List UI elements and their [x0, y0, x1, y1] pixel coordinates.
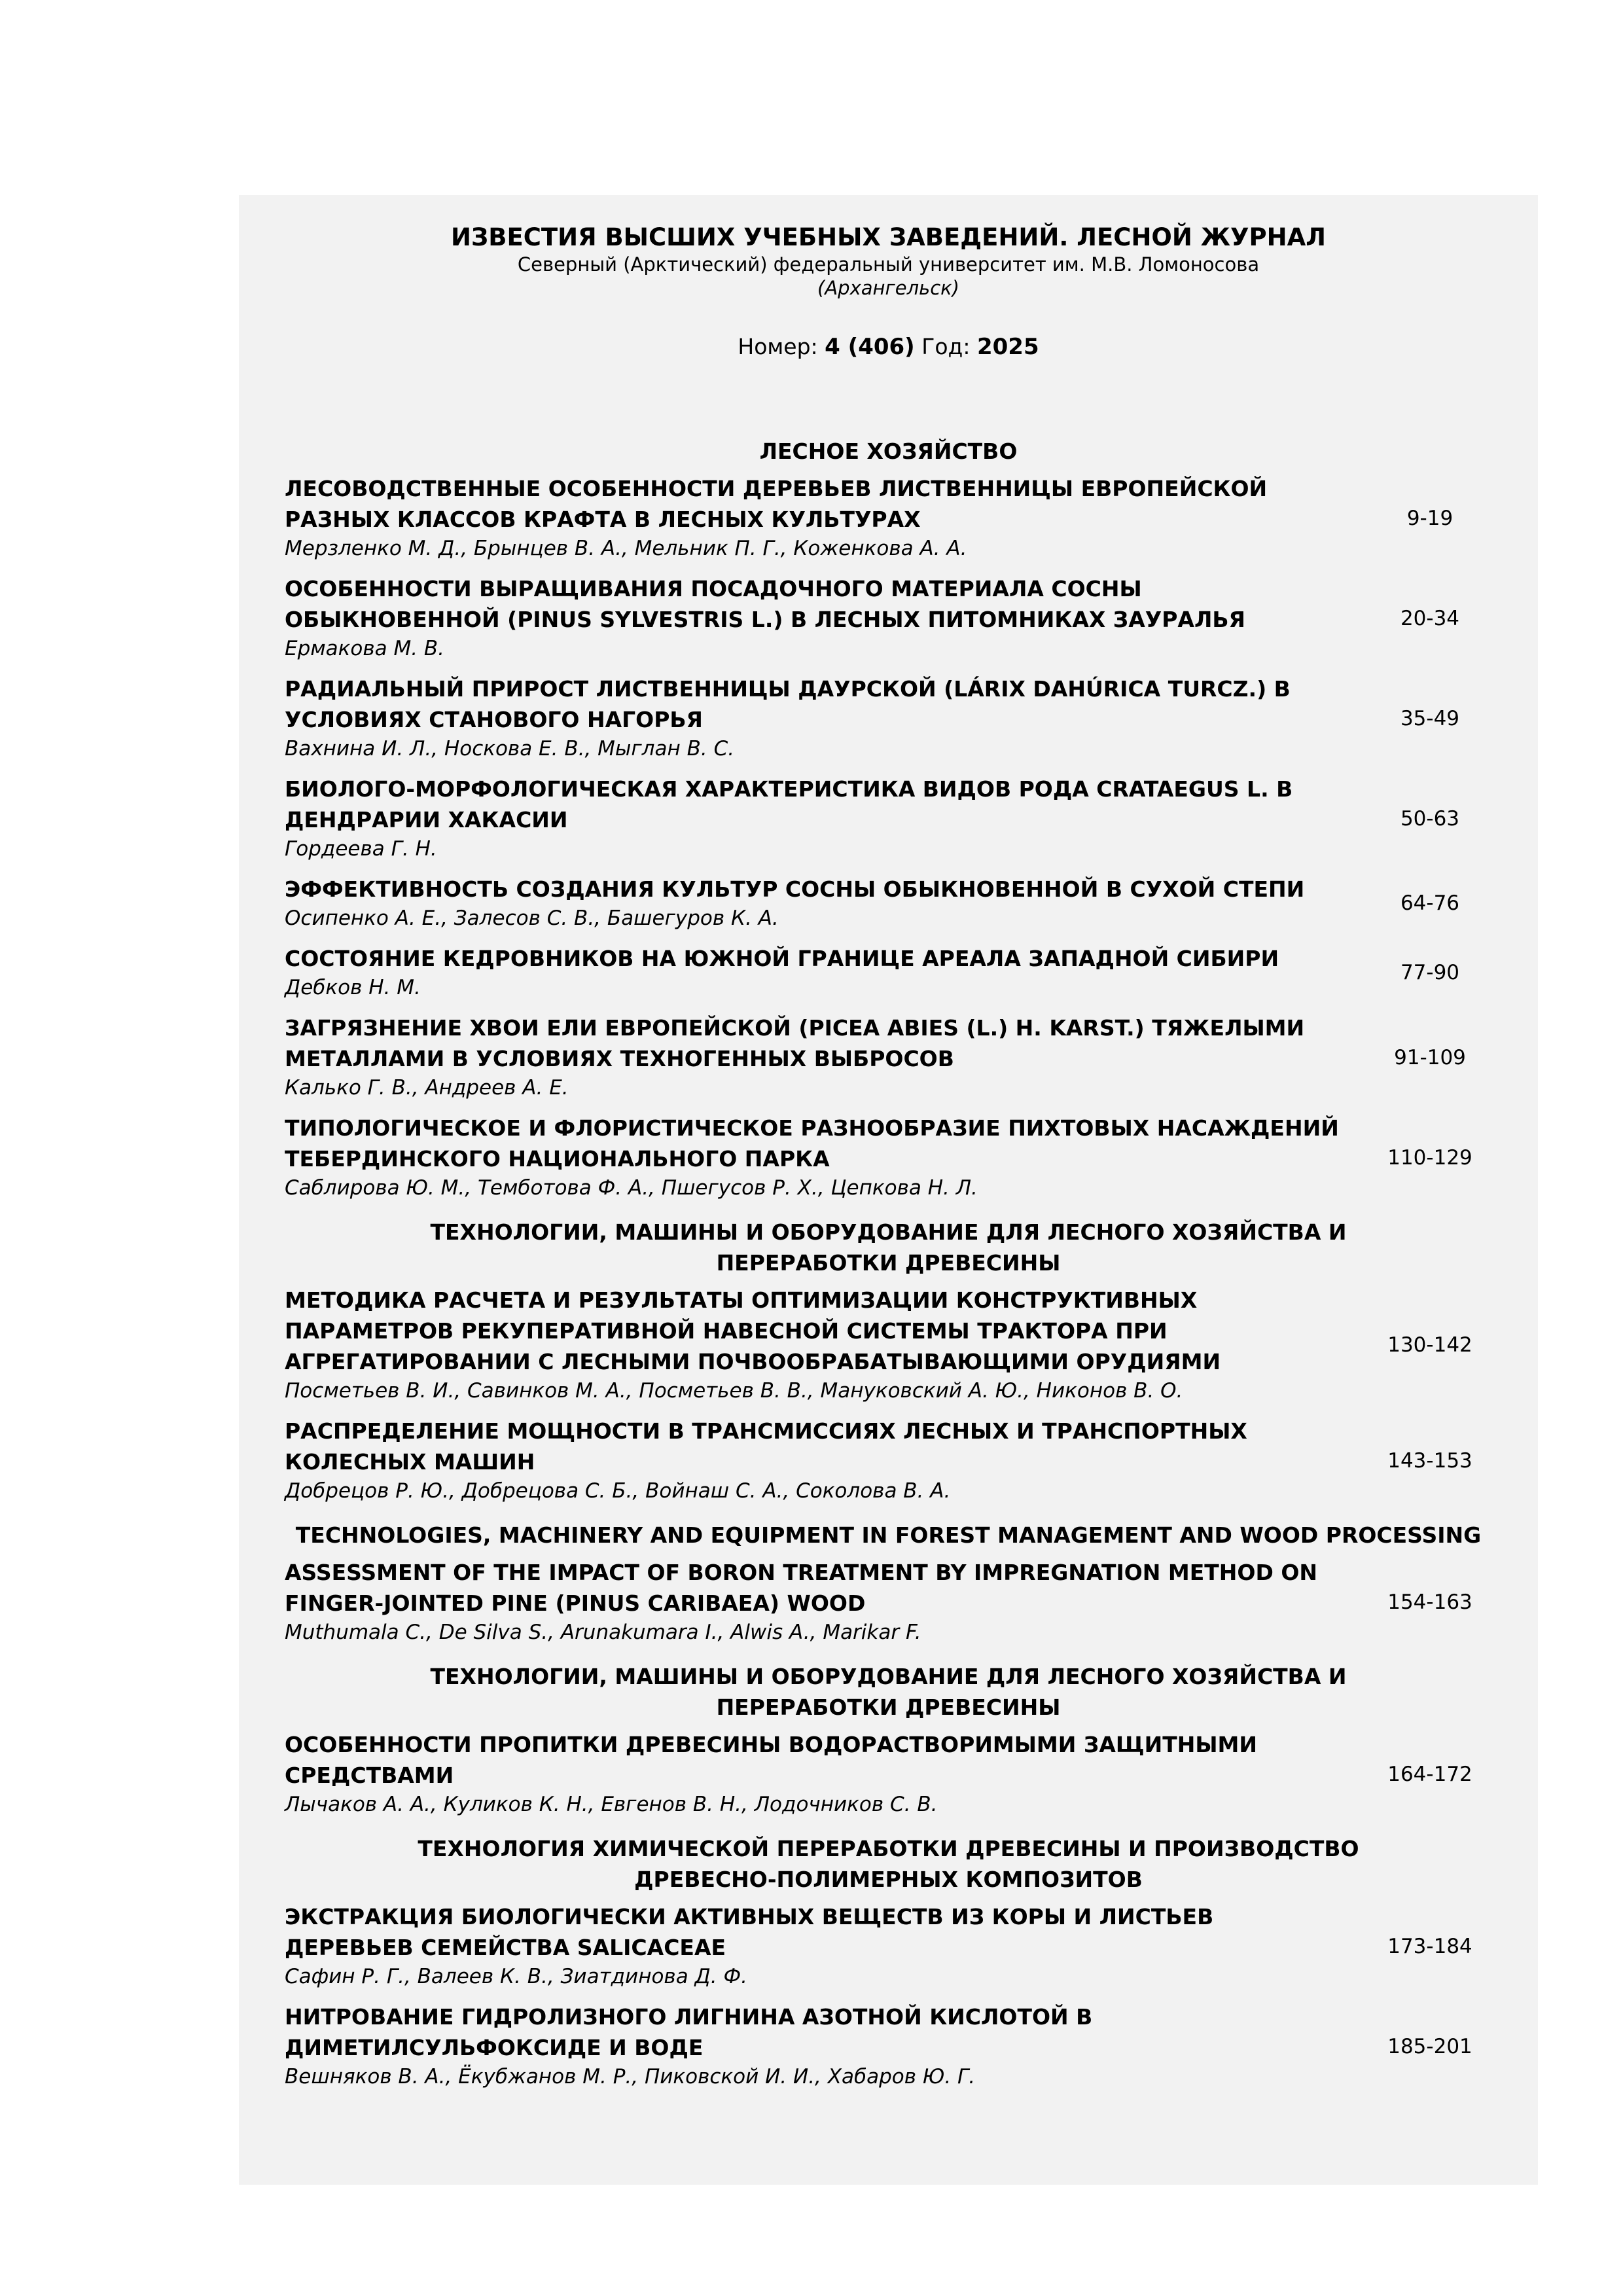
- article-pages: 50-63: [1400, 806, 1460, 831]
- article-title[interactable]: ЭФФЕКТИВНОСТЬ СОЗДАНИЯ КУЛЬТУР СОСНЫ ОБЫКНОВЕННОЙ В СУХОЙ СТЕПИ: [285, 876, 1305, 902]
- article-entry[interactable]: [239, 473, 1538, 563]
- article-title[interactable]: МЕТОДИКА РАСЧЕТА И РЕЗУЛЬТАТЫ ОПТИМИЗАЦИИ КОНСТРУКТИВНЫХ ПАРАМЕТРОВ РЕКУПЕРАТИВНОЙ НАВЕСНОЙ СИСТЕМЫ ТРАКТОРА ПРИ АГРЕГАТИРОВАНИИ С ЛЕСНЫМИ ПОЧВООБРАБАТЫВАЮЩИМИ ОРУДИЯМИ: [285, 1287, 1221, 1374]
- article-authors: Гордеева Г. Н.: [285, 837, 437, 861]
- article-title[interactable]: НИТРОВАНИЕ ГИДРОЛИЗНОГО ЛИГНИНА АЗОТНОЙ КИСЛОТОЙ В ДИМЕТИЛСУЛЬФОКСИДЕ И ВОДЕ: [285, 2004, 1093, 2060]
- article-entry[interactable]: [239, 2001, 1538, 2091]
- article-title[interactable]: ASSESSMENT OF THE IMPACT OF BORON TREATMENT BY IMPREGNATION METHOD ON FINGER-JOINTED PINE (PINUS CARIBAEA) WOOD: [285, 1560, 1318, 1616]
- article-title[interactable]: ОСОБЕННОСТИ ПРОПИТКИ ДРЕВЕСИНЫ ВОДОРАСТВОРИМЫМИ ЗАЩИТНЫМИ СРЕДСТВАМИ: [285, 1732, 1257, 1788]
- article-entry[interactable]: [239, 573, 1538, 663]
- issue-year: 2025: [976, 334, 1039, 360]
- article-authors: Вахнина И. Л., Носкова Е. В., Мыглан В. С.: [285, 737, 735, 761]
- article-pages: 130-142: [1387, 1333, 1472, 1357]
- article-title[interactable]: ЛЕСОВОДСТВЕННЫЕ ОСОБЕННОСТИ ДЕРЕВЬЕВ ЛИСТВЕННИЦЫ ЕВРОПЕЙСКОЙ РАЗНЫХ КЛАССОВ КРАФТА В ЛЕСНЫХ КУЛЬТУРАХ: [285, 476, 1268, 532]
- journal-title: ИЗВЕСТИЯ ВЫСШИХ УЧЕБНЫХ ЗАВЕДЕНИЙ. ЛЕСНОЙ ЖУРНАЛ: [450, 223, 1326, 251]
- issue-info: [239, 334, 1538, 360]
- article-authors: Вешняков В. А., Ёкубжанов М. Р., Пиковской И. И., Хабаров Ю. Г.: [285, 2065, 976, 2089]
- article-pages: 185-201: [1387, 2034, 1472, 2058]
- publisher-name: Северный (Арктический) федеральный университет им. М.В. Ломоносова: [517, 253, 1260, 276]
- article-pages: 110-129: [1387, 1145, 1472, 1170]
- article-entry[interactable]: [239, 874, 1538, 933]
- table-of-contents: [239, 432, 1538, 2102]
- section-heading: TECHNOLOGIES, MACHINERY AND EQUIPMENT IN FOREST MANAGEMENT AND WOOD PROCESSING: [295, 1522, 1482, 1548]
- article-entry[interactable]: [239, 1901, 1538, 1991]
- article-title[interactable]: РАСПРЕДЕЛЕНИЕ МОЩНОСТИ В ТРАНСМИССИЯХ ЛЕСНЫХ И ТРАНСПОРТНЫХ КОЛЕСНЫХ МАШИН: [285, 1418, 1247, 1475]
- article-authors: Саблирова Ю. М., Темботова Ф. А., Пшегусов Р. Х., Цепкова Н. Л.: [285, 1176, 978, 1200]
- article-authors: Muthumala C., De Silva S., Arunakumara I., Alwis A., Marikar F.: [285, 1621, 921, 1644]
- issue-number-label: Номер:: [738, 334, 818, 359]
- article-entry[interactable]: [239, 1013, 1538, 1102]
- article-authors: Дебков Н. М.: [285, 976, 421, 999]
- article-authors: Посметьев В. И., Савинков М. А., Посметьев В. В., Мануковский А. Ю., Никонов В. О.: [285, 1379, 1183, 1403]
- article-authors: Сафин Р. Г., Валеев К. В., Зиатдинова Д. Ф.: [285, 1965, 748, 1988]
- journal-header: [239, 223, 1538, 300]
- article-pages: 9-19: [1406, 506, 1454, 530]
- article-entry[interactable]: [239, 673, 1538, 763]
- article-pages: 164-172: [1387, 1762, 1472, 1786]
- article-title[interactable]: ОСОБЕННОСТИ ВЫРАЩИВАНИЯ ПОСАДОЧНОГО МАТЕРИАЛА СОСНЫ ОБЫКНОВЕННОЙ (PINUS SYLVESTRIS L.) В ЛЕСНЫХ ПИТОМНИКАХ ЗАУРАЛЬЯ: [285, 576, 1245, 632]
- article-title[interactable]: ТИПОЛОГИЧЕСКОЕ И ФЛОРИСТИЧЕСКОЕ РАЗНООБРАЗИЕ ПИХТОВЫХ НАСАЖДЕНИЙ ТЕБЕРДИНСКОГО НАЦИОНАЛЬНОГО ПАРКА: [285, 1115, 1339, 1172]
- article-pages: 20-34: [1400, 606, 1460, 630]
- article-authors: Калько Г. В., Андреев А. Е.: [285, 1076, 569, 1100]
- article-authors: Добрецов Р. Ю., Добрецова С. Б., Войнаш С. А., Соколова В. А.: [285, 1479, 951, 1503]
- article-entry[interactable]: [239, 1729, 1538, 1819]
- article-entry[interactable]: [239, 943, 1538, 1002]
- article-authors: Лычаков А. А., Куликов К. Н., Евгенов В. Н., Лодочников С. В.: [285, 1793, 938, 1816]
- section-heading: ТЕХНОЛОГИИ, МАШИНЫ И ОБОРУДОВАНИЕ ДЛЯ ЛЕСНОГО ХОЗЯЙСТВА И ПЕРЕРАБОТКИ ДРЕВЕСИНЫ: [430, 1219, 1347, 1276]
- section-heading: ТЕХНОЛОГИИ, МАШИНЫ И ОБОРУДОВАНИЕ ДЛЯ ЛЕСНОГО ХОЗЯЙСТВА И ПЕРЕРАБОТКИ ДРЕВЕСИНЫ: [430, 1664, 1347, 1720]
- article-pages: 35-49: [1400, 706, 1460, 730]
- article-pages: 64-76: [1400, 891, 1460, 915]
- article-pages: 77-90: [1400, 961, 1460, 984]
- publisher-city: (Архангельск): [817, 277, 959, 299]
- article-pages: 91-109: [1394, 1045, 1466, 1069]
- article-entry[interactable]: [239, 1285, 1538, 1405]
- issue-number: 4 (406): [825, 334, 915, 360]
- contents-panel: [239, 195, 1538, 2185]
- section-heading: ЛЕСНОЕ ХОЗЯЙСТВО: [759, 439, 1018, 464]
- article-authors: Ермакова М. В.: [285, 637, 445, 660]
- article-authors: Мерзленко М. Д., Брынцев В. А., Мельник П. Г., Коженкова А. А.: [285, 537, 967, 560]
- article-pages: 154-163: [1387, 1590, 1472, 1614]
- article-title[interactable]: ЗАГРЯЗНЕНИЕ ХВОИ ЕЛИ ЕВРОПЕЙСКОЙ (PICEA ABIES (L.) H. KARST.) ТЯЖЕЛЫМИ МЕТАЛЛАМИ В УСЛОВИЯХ ТЕХНОГЕННЫХ ВЫБРОСОВ: [285, 1015, 1305, 1071]
- article-entry[interactable]: [239, 774, 1538, 863]
- section-heading: ТЕХНОЛОГИЯ ХИМИЧЕСКОЙ ПЕРЕРАБОТКИ ДРЕВЕСИНЫ И ПРОИЗВОДСТВО ДРЕВЕСНО-ПОЛИМЕРНЫХ КОМПОЗИТОВ: [418, 1836, 1359, 1892]
- article-pages: 143-153: [1387, 1448, 1472, 1473]
- article-title[interactable]: ЭКСТРАКЦИЯ БИОЛОГИЧЕСКИ АКТИВНЫХ ВЕЩЕСТВ ИЗ КОРЫ И ЛИСТЬЕВ ДЕРЕВЬЕВ СЕМЕЙСТВА SALICACEAE: [285, 1904, 1214, 1960]
- article-entry[interactable]: [239, 1416, 1538, 1505]
- article-title[interactable]: СОСТОЯНИЕ КЕДРОВНИКОВ НА ЮЖНОЙ ГРАНИЦЕ АРЕАЛА ЗАПАДНОЙ СИБИРИ: [285, 946, 1279, 971]
- article-pages: 173-184: [1387, 1934, 1472, 1958]
- article-authors: Осипенко А. Е., Залесов С. В., Башегуров К. А.: [285, 906, 779, 930]
- article-title[interactable]: РАДИАЛЬНЫЙ ПРИРОСТ ЛИСТВЕННИЦЫ ДАУРСКОЙ (LÁRIX DAHÚRICA TURCZ.) В УСЛОВИЯХ СТАНОВОГО НАГОРЬЯ: [285, 676, 1291, 732]
- article-entry[interactable]: [239, 1113, 1538, 1202]
- issue-year-label: Год:: [921, 334, 971, 359]
- article-entry[interactable]: [239, 1557, 1538, 1647]
- article-title[interactable]: БИОЛОГО-МОРФОЛОГИЧЕСКАЯ ХАРАКТЕРИСТИКА ВИДОВ РОДА CRATAEGUS L. В ДЕНДРАРИИ ХАКАСИИ: [285, 776, 1293, 833]
